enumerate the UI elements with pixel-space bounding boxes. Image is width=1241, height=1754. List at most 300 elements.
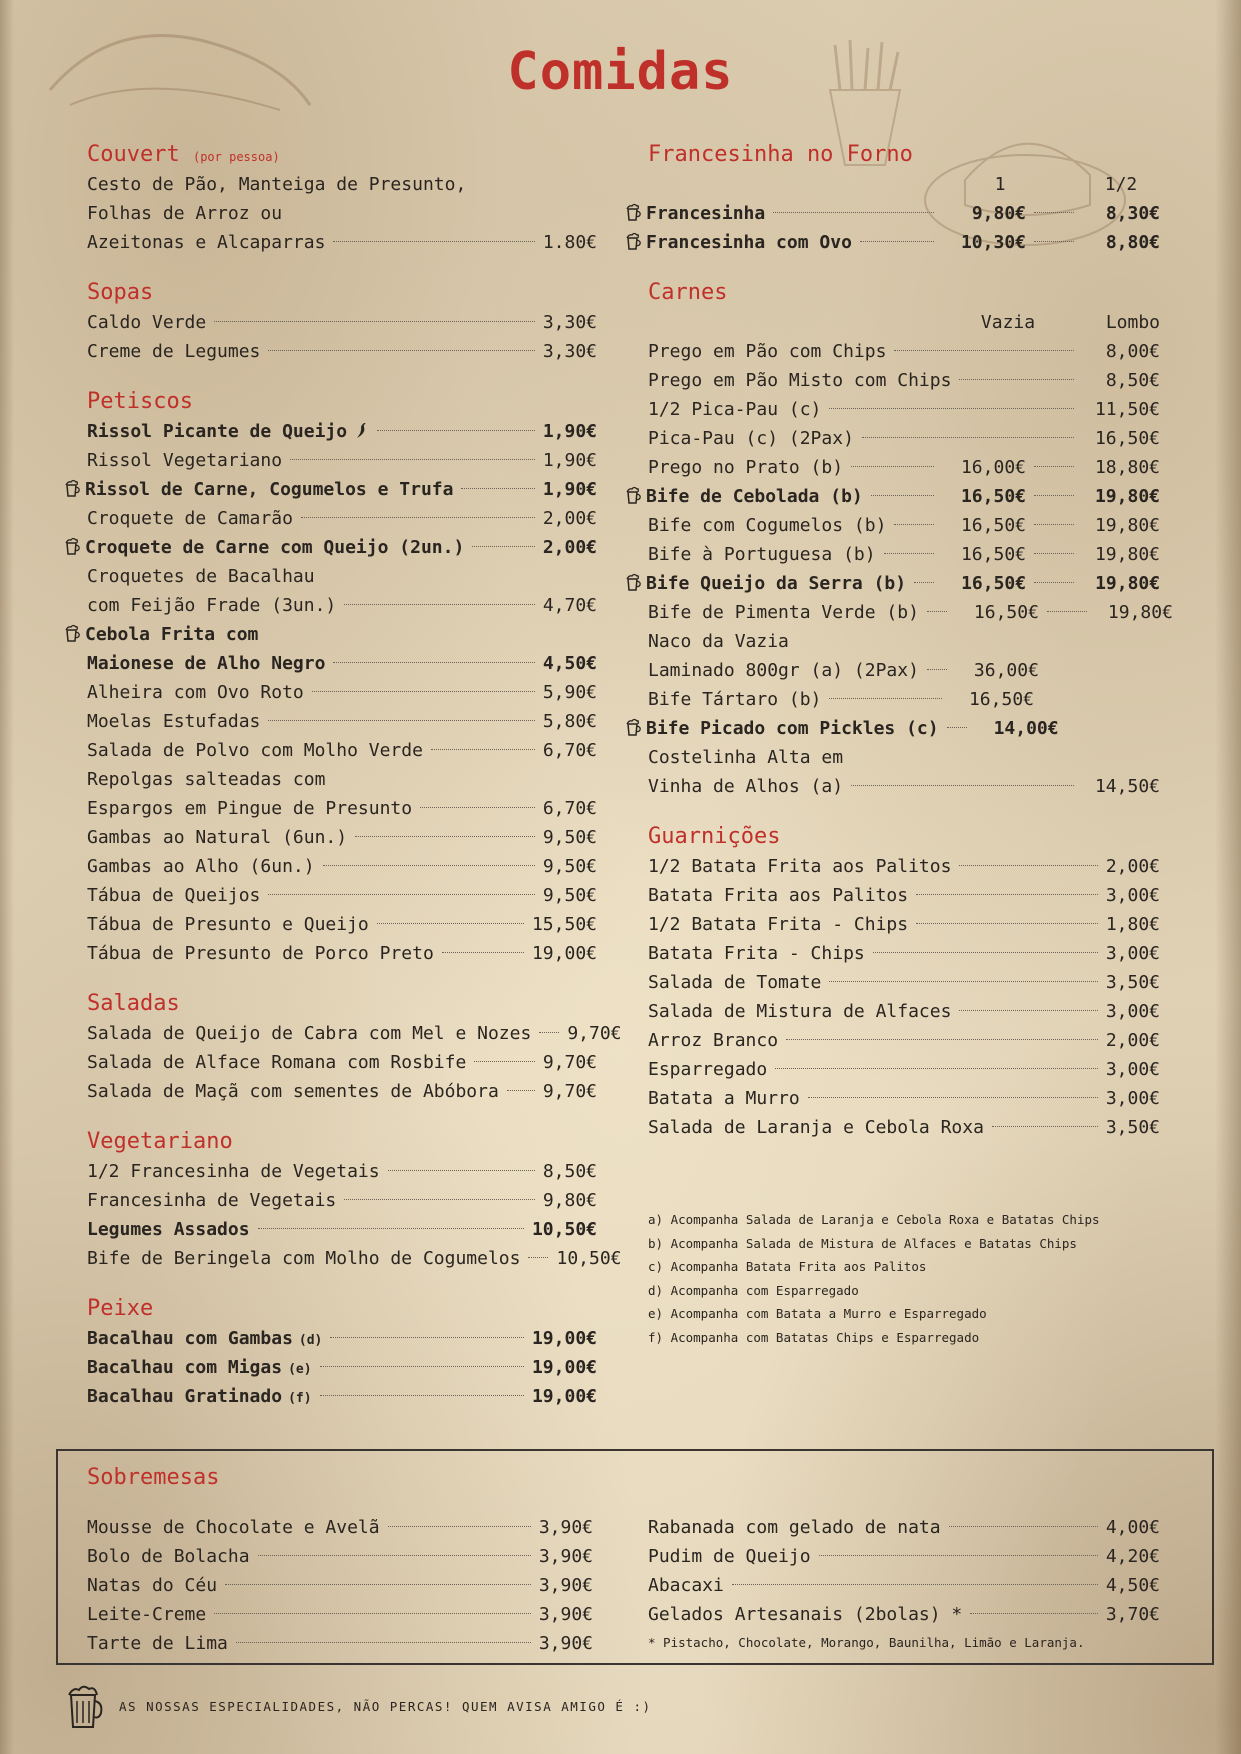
item-name-text: Salada de Laranja e Cebola Roxa [648,1117,984,1138]
menu-item [648,1026,1160,1055]
dot-leader [1034,495,1074,496]
item-name [87,504,293,533]
couvert-title: Couvert [87,142,180,167]
item-price: 1,90€ [542,421,597,442]
item-name-text: Bife Picado com Pickles (c) [646,718,939,739]
menu-item [87,1157,597,1186]
menu-item [87,1048,597,1077]
item-name-text: Caldo Verde [87,312,207,333]
menu-item [87,591,597,620]
dot-leader [819,1555,1098,1556]
section-title-vegetariano: Vegetariano [87,1129,233,1154]
footnote-line: f) Acompanha com Batatas Chips e Esparregado [648,1329,980,1345]
item-price-first: 14,00€ [993,718,1059,739]
item-name-text: Alheira com Ovo Roto [87,682,304,703]
item-name-text: Costelinha Alta em [648,747,844,768]
item-name [648,852,951,881]
couvert-line-text: Folhas de Arroz ou [87,203,283,224]
menu-item [87,1382,597,1411]
item-name [648,997,951,1026]
column-header-half: 1/2 [1104,174,1138,195]
item-name [648,714,939,743]
dot-leader [851,785,1074,786]
menu-item [87,1600,593,1629]
footer [65,1682,652,1730]
beer-mug-icon [65,477,81,495]
item-name-text: Naco da Vazia [648,631,789,652]
menu-item [87,852,597,881]
item-price-second: 19,80€ [1107,602,1173,623]
item-name-text: Prego no Prato (b) [648,457,844,478]
item-name [87,910,369,939]
menu-item [648,511,1160,540]
dot-leader [290,459,535,460]
item-price: 3,50€ [1105,972,1160,993]
item-price-first: 16,00€ [960,457,1026,478]
item-price: 2,00€ [542,508,597,529]
page-title: Comidas [507,42,734,102]
item-name-text: Francesinha de Vegetais [87,1190,337,1211]
carnes-column-headers [648,308,1160,337]
dot-leader [214,321,535,322]
item-price: 9,70€ [542,1052,597,1073]
menu-item [87,910,597,939]
item-name [87,1186,336,1215]
item-name-text: Leite-Creme [87,1604,207,1625]
dot-leader [1047,611,1087,612]
right-column [646,140,1173,1142]
menu-item [87,1629,593,1658]
menu-item [87,228,597,257]
menu-item [87,1542,593,1571]
menu-item [648,743,1160,772]
item-name-text: Francesinha [646,203,766,224]
menu-item [87,765,597,794]
item-price: 19,00€ [531,1386,597,1407]
item-name-text: Pica-Pau (c) (2Pax) [648,428,854,449]
item-price: 1,80€ [1105,914,1160,935]
item-name-text: Laminado 800gr (a) (2Pax) [648,660,919,681]
item-name-text: Francesinha com Ovo [646,232,852,253]
item-price: 9,50€ [542,856,597,877]
sobremesas-right-list [648,1513,1160,1629]
dot-leader [258,1228,524,1229]
item-name [87,1571,217,1600]
item-price: 3,00€ [1105,1001,1160,1022]
item-price-second: 8,50€ [1105,370,1160,391]
item-name [87,823,347,852]
dot-leader [268,894,534,895]
dot-leader [225,1584,531,1585]
dot-leader [927,669,947,670]
item-price-second: 18,80€ [1094,457,1160,478]
beer-mug-icon [65,535,81,553]
item-price: 1,90€ [542,479,597,500]
footnotes [648,1208,1168,1349]
item-price: 9,50€ [542,885,597,906]
item-price: 3,30€ [542,341,597,362]
item-tag: (e) [288,1362,312,1377]
dot-leader [258,1555,531,1556]
item-price-first: 36,00€ [973,660,1039,681]
couvert-line-text: Cesto de Pão, Manteiga de Presunto, [87,174,467,195]
item-price: 1,90€ [542,450,597,471]
dot-leader [914,582,934,583]
sobremesas-left [87,1463,593,1658]
menu-item [648,1084,1160,1113]
dot-leader [344,604,535,605]
item-price: 3,00€ [1105,1088,1160,1109]
dot-leader [992,1126,1098,1127]
item-name [87,852,315,881]
item-price: 19,00€ [531,943,597,964]
item-name [648,598,919,627]
item-name-text: Bolo de Bolacha [87,1546,250,1567]
chili-pepper-icon [353,419,369,435]
item-name [648,395,821,424]
menu-item [648,366,1160,395]
item-name-text: Rissol Picante de Queijo [87,421,348,442]
item-name [87,337,260,366]
menu-item [648,656,1160,685]
item-name-text: Tábua de Presunto e Queijo [87,914,369,935]
menu-item [648,714,1160,743]
item-name [87,765,325,794]
item-name [648,1084,800,1113]
item-name [87,1629,228,1658]
item-price: 4,50€ [542,653,597,674]
couvert-subtitle: (por pessoa) [192,150,280,164]
sobremesas-right [648,1513,1160,1657]
item-name-text: Bife de Cebolada (b) [646,486,863,507]
item-name [87,1157,380,1186]
footnote-line: c) Acompanha Batata Frita aos Palitos [648,1259,927,1274]
section-title-saladas: Saladas [87,991,180,1016]
item-name [87,1353,312,1384]
item-price: 4,20€ [1105,1546,1160,1567]
menu-item [648,968,1160,997]
dot-leader [461,488,534,489]
section-title-sopas: Sopas [87,280,154,305]
footnote-line: d) Acompanha com Esparregado [648,1282,859,1298]
vegetariano-list [87,1157,622,1273]
dot-leader [1034,212,1074,213]
menu-item [648,627,1160,656]
item-name [648,366,951,395]
dot-leader [808,1097,1098,1098]
item-name-text: Rissol Vegetariano [87,450,283,471]
item-name [87,736,423,765]
item-name-text: Tábua de Queijos [87,885,261,906]
menu-item [648,453,1160,482]
item-price-first: 16,50€ [960,544,1026,565]
item-name-text: Bife à Portuguesa (b) [648,544,876,565]
item-price: 9,80€ [542,1190,597,1211]
item-price: 3,50€ [1105,1117,1160,1138]
item-name: Azeitonas e Alcaparras [87,232,326,253]
menu-item [648,772,1160,801]
item-name [87,1215,250,1244]
item-name [87,308,206,337]
item-name [87,533,464,562]
beer-mug-icon [626,230,642,248]
item-name-text: Bacalhau Gratinado [87,1386,283,1407]
dot-leader [214,1613,531,1614]
menu-item [87,504,597,533]
item-name-text: Abacaxi [648,1575,724,1596]
sopas-list [87,308,597,366]
menu-item [87,736,597,765]
item-price: 4,50€ [1105,1575,1160,1596]
item-name [87,939,434,968]
item-name-text: Prego em Pão com Chips [648,341,887,362]
left-column [85,140,622,1411]
menu-item [648,424,1160,453]
item-name [648,482,863,511]
section-title-carnes: Carnes [648,280,728,305]
guarnicoes-list [648,852,1160,1142]
item-price-second: 8,00€ [1105,341,1160,362]
column-header-vazia: Vazia [980,312,1036,333]
footnote-line: e) Acompanha com Batata a Murro e Esparregado [648,1306,987,1321]
menu-item [648,1513,1160,1542]
item-name [87,1244,520,1273]
item-price-second: 19,80€ [1094,486,1160,507]
dot-leader [775,1068,1098,1069]
dot-leader [333,241,534,242]
item-name [87,678,304,707]
dot-leader [330,1337,524,1338]
menu-item [87,1077,597,1106]
dot-leader [786,1039,1098,1040]
dot-leader [916,894,1098,895]
item-name [87,1513,380,1542]
item-name-text: Legumes Assados [87,1219,250,1240]
menu-item [87,620,597,649]
item-name-text: Salada de Queijo de Cabra com Mel e Nozes [87,1023,532,1044]
dot-leader [268,350,534,351]
footnote-line: b) Acompanha Salada de Mistura de Alfaces e Batatas Chips [648,1235,1077,1251]
dot-leader [873,952,1098,953]
menu-item [87,1353,597,1382]
item-name [87,1382,312,1413]
item-name-text: Natas do Céu [87,1575,218,1596]
item-name-text: Salada de Tomate [648,972,822,993]
item-name [648,910,908,939]
menu-item [87,446,597,475]
dot-leader [894,350,1074,351]
item-name [648,569,906,598]
item-price: 3,30€ [542,312,597,333]
dot-leader [1034,553,1074,554]
section-title-guarnicoes: Guarnições [648,824,781,849]
item-name-text: Bacalhau com Gambas [87,1328,293,1349]
item-name-text: Bife de Pimenta Verde (b) [648,602,919,623]
menu-item [648,852,1160,881]
menu-item [87,1571,593,1600]
section-title-sobremesas: Sobremesas [87,1465,220,1490]
item-name [648,453,843,482]
menu-item [648,939,1160,968]
item-name [87,562,315,591]
item-name [648,881,908,910]
dot-leader [388,1170,535,1171]
dot-leader [472,546,535,547]
item-name [648,1542,811,1571]
menu-item [87,417,597,446]
item-name [648,199,765,228]
column-header-full: 1 [994,174,1006,195]
item-tag: (d) [298,1333,323,1348]
menu-item [648,1542,1160,1571]
dot-leader [528,1257,548,1258]
menu-item [648,482,1160,511]
menu-item [648,1113,1160,1142]
dot-leader [320,1366,524,1367]
dot-leader [442,952,524,953]
item-price-second: 19,80€ [1095,573,1161,594]
dot-leader [1034,524,1074,525]
couvert-line [87,170,597,199]
dot-leader [949,1526,1098,1527]
menu-item [648,569,1160,598]
peixe-list [87,1324,597,1411]
menu-item [87,1244,622,1273]
item-price-first: 16,50€ [960,486,1026,507]
menu-item [648,881,1160,910]
item-name [648,1600,962,1629]
item-price: 3,90€ [538,1517,593,1538]
dot-leader [1034,582,1074,583]
dot-leader [320,1395,524,1396]
item-name-text: Salada de Polvo com Molho Verde [87,740,423,761]
item-name [648,1513,941,1542]
item-name-text: 1/2 Batata Frita aos Palitos [648,856,952,877]
dot-leader [312,691,535,692]
item-name-text: 1/2 Batata Frita - Chips [648,914,909,935]
item-price: 3,00€ [1105,943,1160,964]
section-title-francesinha: Francesinha no Forno [648,142,913,167]
item-tag: (f) [288,1391,312,1406]
dot-leader [959,1010,1097,1011]
menu-item [648,1055,1160,1084]
item-name [87,620,258,649]
footer-text: AS NOSSAS ESPECIALIDADES, NÃO PERCAS! QUEM AVISA AMIGO É :) [119,1698,652,1714]
dot-leader [732,1584,1098,1585]
item-price: 5,80€ [542,711,597,732]
dot-leader [268,720,534,721]
item-name [648,1571,724,1600]
item-name-text: Pudim de Queijo [648,1546,811,1567]
item-name-text: Espargos em Pingue de Presunto [87,798,413,819]
dot-leader [894,524,934,525]
item-price-second: 8,30€ [1105,203,1160,224]
item-name-text: Salada de Maçã com sementes de Abóbora [87,1081,499,1102]
beer-mug-icon [626,571,642,589]
item-price: 3,00€ [1105,1059,1160,1080]
item-name-text: 1/2 Pica-Pau (c) [648,399,822,420]
item-name [648,743,843,772]
item-price-first: 16,50€ [961,573,1027,594]
dot-leader [829,408,1074,409]
item-name [648,939,865,968]
item-name-text: Gambas ao Alho (6un.) [87,856,315,877]
menu-item [87,939,597,968]
item-price-second: 14,50€ [1094,776,1160,797]
dot-leader [947,727,967,728]
beer-mug-icon [626,716,642,734]
item-name-text: Batata a Murro [648,1088,800,1109]
item-name [648,685,821,714]
menu-item [87,475,597,504]
item-name-text: Mousse de Chocolate e Avelã [87,1517,380,1538]
section-title-petiscos: Petiscos [87,389,193,414]
dot-leader [959,865,1097,866]
item-name-text: Maionese de Alho Negro [87,653,326,674]
item-name [87,1324,322,1355]
item-price: 9,70€ [567,1023,622,1044]
beer-mug-icon [65,1683,105,1729]
paper-edge-right [1215,0,1241,1754]
dot-leader [420,807,535,808]
item-price: 9,70€ [542,1081,597,1102]
item-price-first: 10,30€ [960,232,1026,253]
menu-item [87,707,597,736]
item-name-text: Croquete de Carne com Queijo (2un.) [85,537,465,558]
dot-leader [1034,241,1074,242]
menu-item [648,228,1160,257]
item-name [648,540,876,569]
dot-leader [860,241,934,242]
menu-item [87,1324,597,1353]
dot-leader [344,1199,535,1200]
menu-item [87,1019,622,1048]
item-name [87,1048,466,1077]
menu-item [648,910,1160,939]
francesinha-list [648,199,1160,257]
item-price: 2,00€ [1105,856,1160,877]
item-price: 3,90€ [538,1633,593,1654]
dot-leader [916,923,1098,924]
item-name-text: Bacalhau com Migas [87,1357,283,1378]
menu-item [87,794,597,823]
item-name-text: 1/2 Francesinha de Vegetais [87,1161,380,1182]
item-price: 19,00€ [531,1357,597,1378]
item-name-text: Esparregado [648,1059,768,1080]
menu-item [648,540,1160,569]
item-price-first: 16,50€ [973,602,1039,623]
item-name-text: Arroz Branco [648,1030,779,1051]
item-name-text: Croquete de Camarão [87,508,293,529]
menu-item [648,997,1160,1026]
item-name-text: Vinha de Alhos (a) [648,776,844,797]
dot-leader [388,1526,531,1527]
saladas-list [87,1019,622,1106]
beer-mug-icon [65,622,81,640]
dot-leader [474,1061,535,1062]
item-price-second: 19,80€ [1094,544,1160,565]
item-name [87,794,412,823]
menu-item [648,199,1160,228]
dot-leader [377,430,535,431]
item-name-text: Creme de Legumes [87,341,261,362]
item-name [648,337,886,366]
dot-leader [355,836,535,837]
menu-item [87,308,597,337]
menu-item [87,649,597,678]
dot-leader [851,466,934,467]
item-name [648,424,854,453]
